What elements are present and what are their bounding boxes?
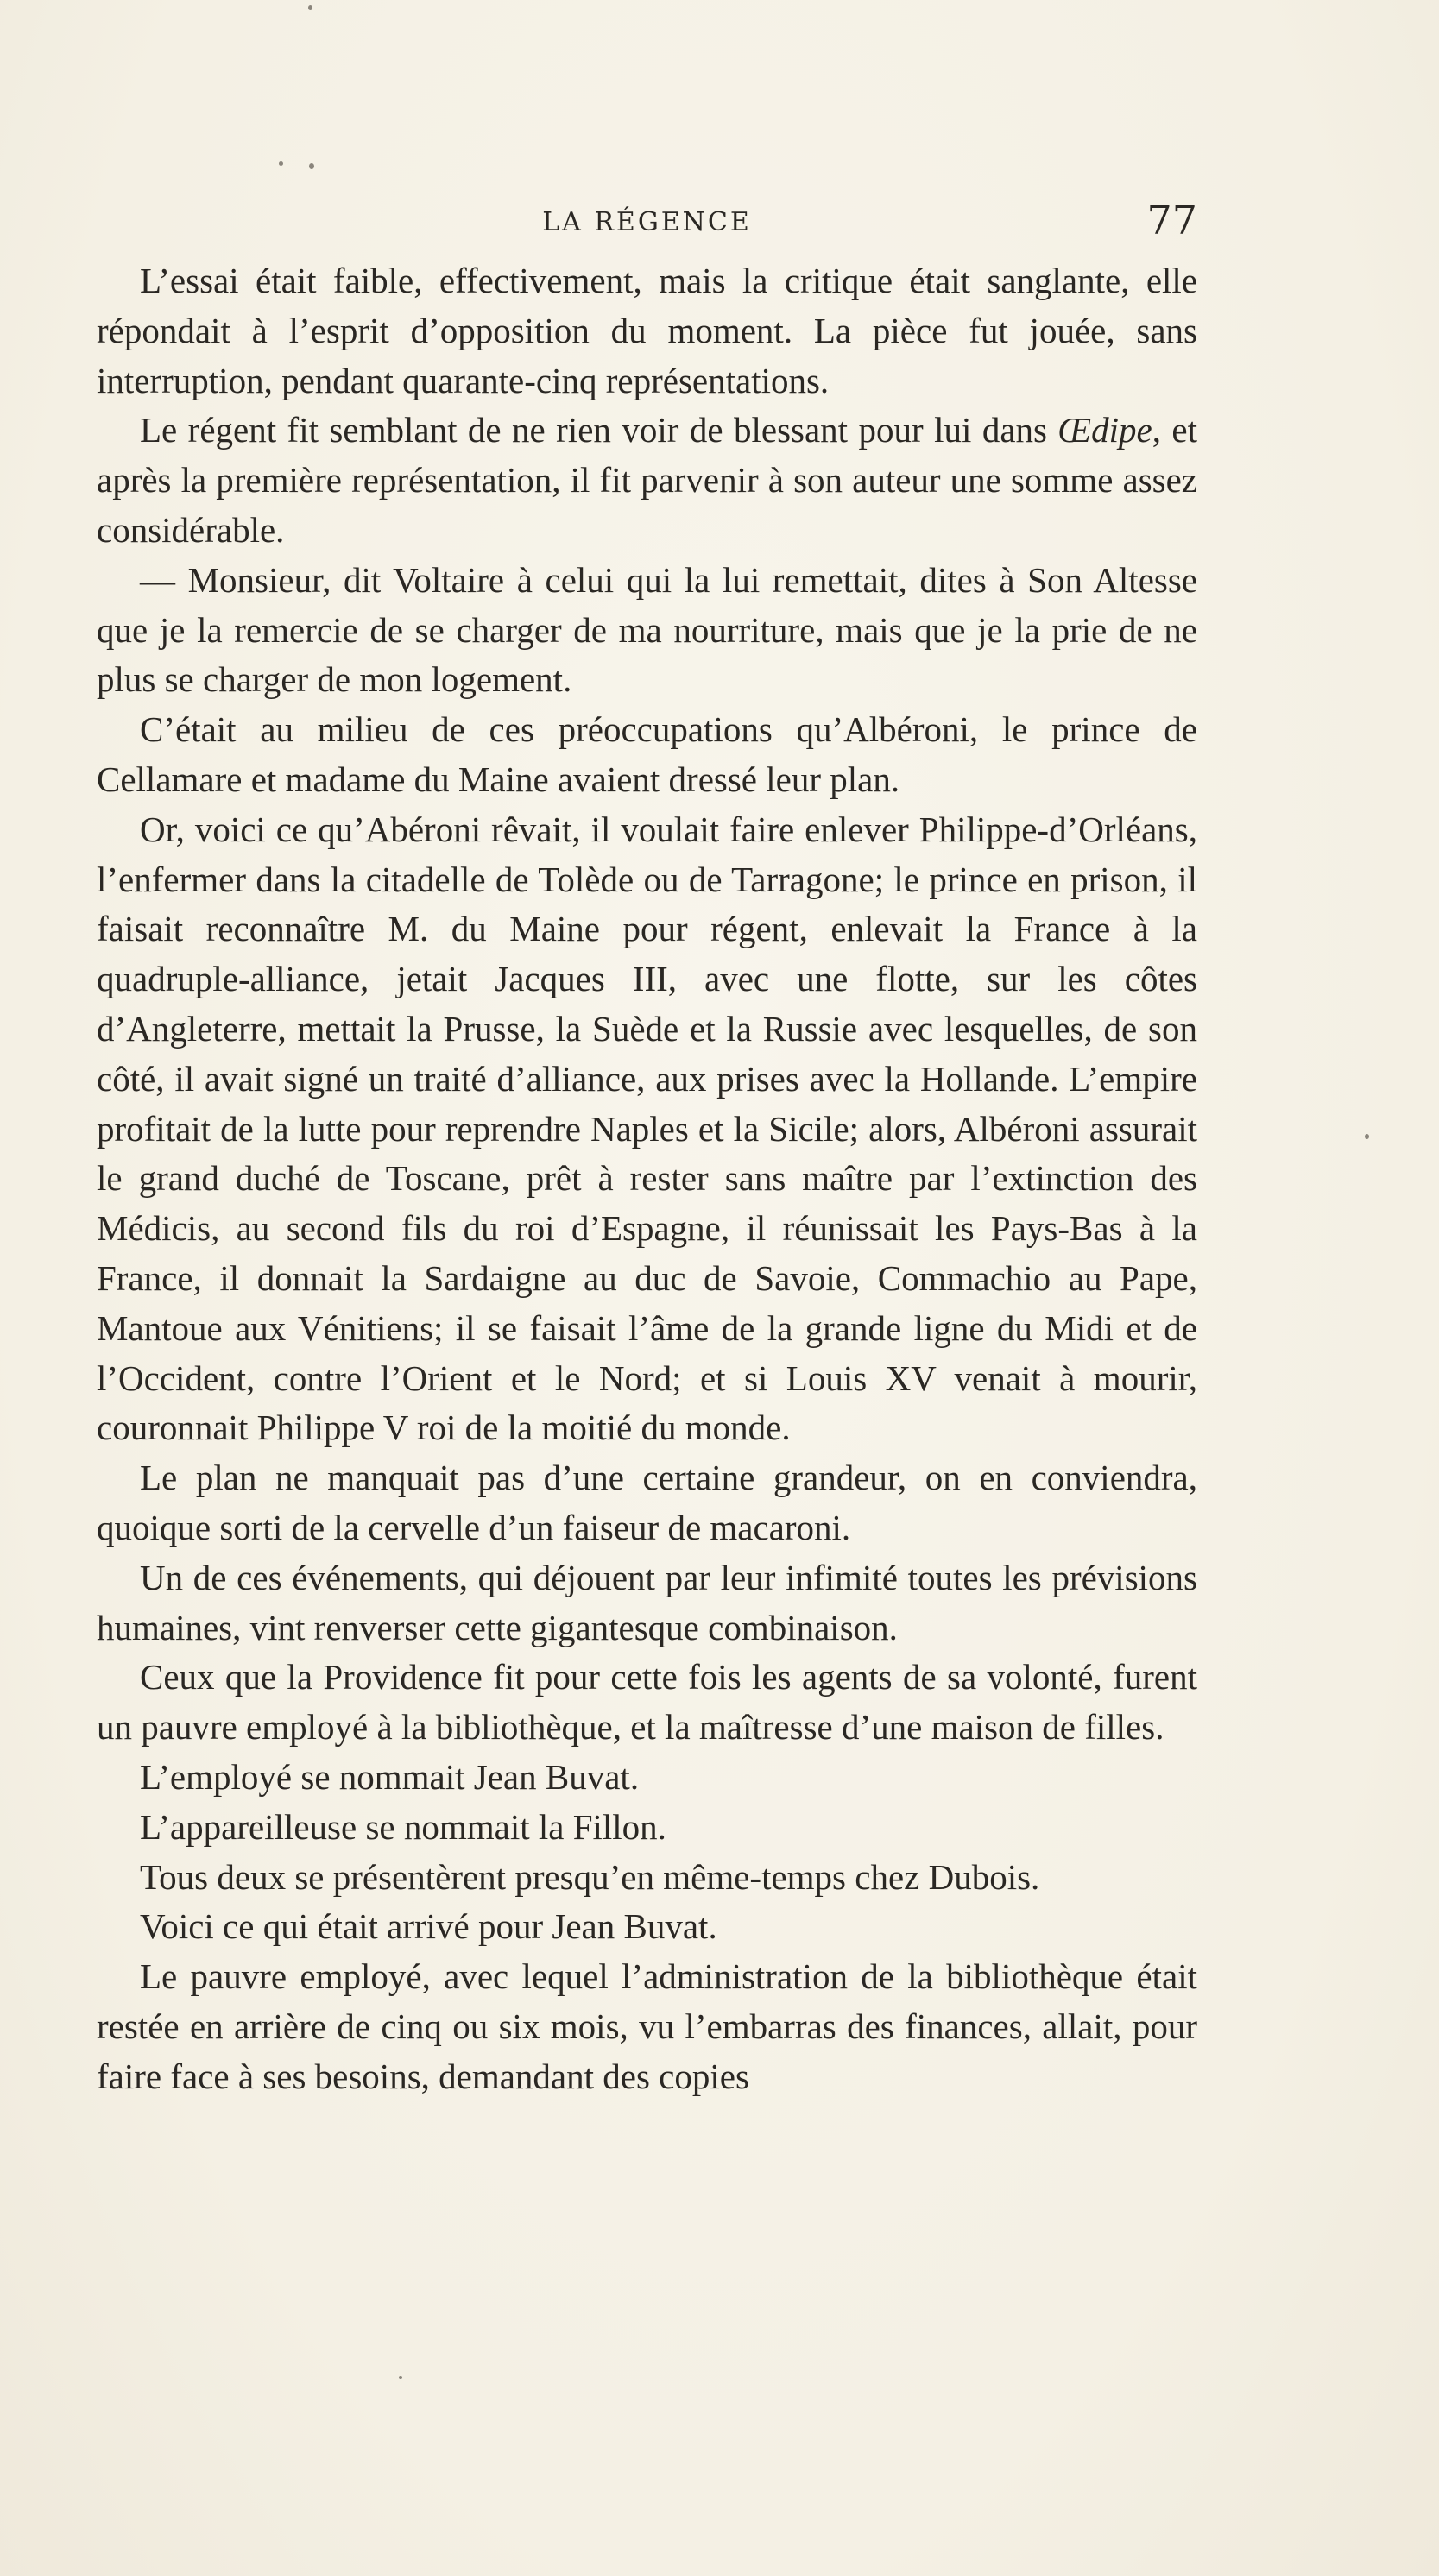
ink-speck [309,163,314,169]
paragraph-lead: Le régent fit semblant de ne rien voir de blessant pour lui dans [140,410,1058,450]
paragraph [97,406,1197,555]
paragraph: Ceux que la Providence fit pour cette fois les agents de sa volonté, furent un pauvre employé à la bibliothèque, et la maîtresse d’une maison de filles. [97,1657,1197,1748]
ink-speck [308,5,312,10]
body-text [97,256,1197,2101]
paragraph: L’essai était faible, effectivement, mais la critique était sanglante, elle répondait à l’esprit d’opposition du moment. La pièce fut jouée, sans interruption, pendant quarante-cinq représentations. [97,261,1197,400]
italic-title: Œdipe [1057,410,1152,450]
paragraph: — Monsieur, dit Voltaire à celui qui la lui remettait, dites à Son Altesse que je la remercie de se charger de ma nourriture, mais que je la prie de ne plus se charger de mon logement. [97,559,1197,700]
ink-speck [279,161,283,166]
ink-speck [1365,1134,1369,1139]
paragraph: C’était au milieu de ces préoccupations qu’Albéroni, le prince de Cellamare et madame du Maine avaient dressé leur plan. [97,709,1197,799]
paragraph: Un de ces événements, qui déjouent par leur infimité toutes les prévisions humaines, vint renverser cette gigantesque combinaison. [97,1557,1197,1647]
ink-speck [399,2376,402,2379]
paragraph: Or, voici ce qu’Abéroni rêvait, il voulait faire enlever Philippe-d’Orléans, l’enfermer dans la citadelle de Tolède ou de Tarragone; le prince en prison, il faisait reconnaître M. du Maine pour régent, enlevait la France à la quadruple-alliance, jetait Jacques III, avec une flotte, sur les côtes d’Angleterre, mettait la Prusse, la Suède et la Russie avec lesquelles, de son côté, il avait signé un traité d’alliance, aux prises avec la Hollande. L’empire profitait de la lutte pour reprendre Naples et la Sicile; alors, Albéroni assurait le grand duché de Toscane, prêt à rester sans maître par l’extinction des Médicis, au second fils du roi d’Espagne, il réunissait les Pays-Bas à la France, il donnait la Sardaigne au duc de Savoie, Commachio au Pape, Mantoue aux Vénitiens; il se faisait l’âme de la grande ligne du Midi et de l’Occident, contre l’Orient et le Nord; et si Louis XV venait à mourir, couronnait Philippe V roi de la moitié du monde. [97,809,1197,1448]
paragraph: L’employé se nommait Jean Buvat. [140,1756,640,1797]
paragraph: Voici ce qui était arrivé pour Jean Buvat. [140,1906,717,1947]
running-title: LA RÉGENCE [542,207,752,237]
page-header [97,197,1197,249]
paragraph: L’appareilleuse se nommait la Fillon. [140,1806,666,1847]
paragraph-rest: , et après la première représentation, il fit parvenir à son auteur une somme assez considérable. [97,410,1197,550]
paragraph: Le pauvre employé, avec lequel l’administration de la bibliothèque était restée en arrière de cinq ou six mois, vu l’embarras des finances, allait, pour faire face à ses besoins, demandant des copies [97,1956,1197,2096]
page-number: 77 [1146,197,1197,243]
paragraph: Tous deux se présentèrent presqu’en même-temps chez Dubois. [140,1856,1040,1897]
paragraph: Le plan ne manquait pas d’une certaine grandeur, on en conviendra, quoique sorti de la cervelle d’un faiseur de macaroni. [97,1458,1197,1547]
